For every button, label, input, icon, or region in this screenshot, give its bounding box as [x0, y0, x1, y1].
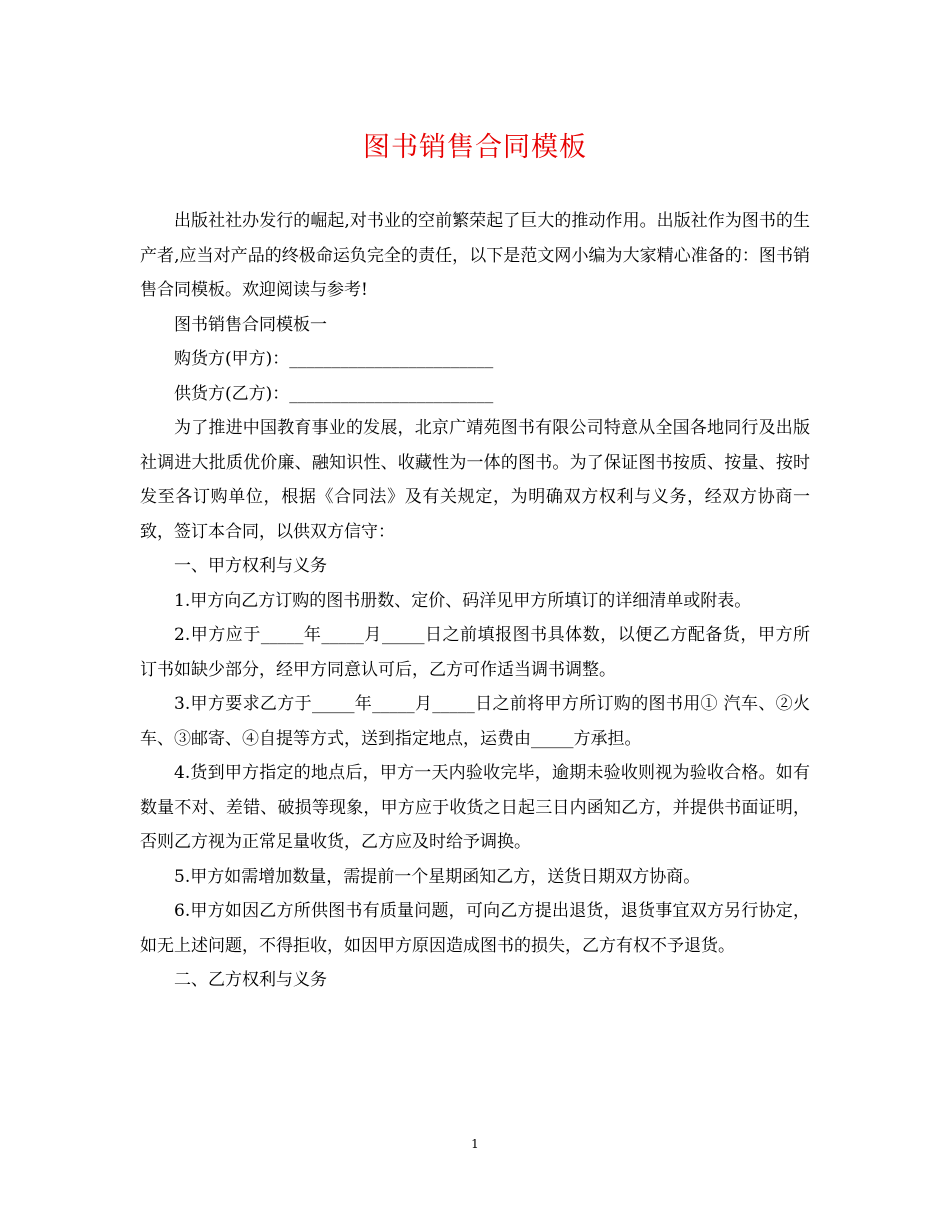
clause-6: 6.甲方如因乙方所供图书有质量问题，可向乙方提出退货，退货事宜双方另行协定，如无上述问题，不得拒收，如因甲方原因造成图书的损失，乙方有权不予退货。 — [140, 901, 810, 956]
paragraph-template-heading: 图书销售合同模板一 — [174, 314, 327, 335]
clause-4: 4.货到甲方指定的地点后，甲方一天内验收完毕，逾期未验收则视为验收合格。如有数量不对、差错、破损等现象，甲方应于收货之日起三日内函知乙方，并提供书面证明，否则乙方视为正常足量收货，乙方应及时给予调换。 — [140, 763, 810, 852]
section-heading-party-b: 二、乙方权利与义务 — [174, 970, 327, 990]
clause-5: 5.甲方如需增加数量，需提前一个星期函知乙方，送货日期双方协商。 — [174, 866, 701, 887]
clause-3: 3.甲方要求乙方于_____年_____月_____日之前将甲方所订购的图书用① 汽车、②火车、③邮寄、④自提等方式，送到指定地点，运费由_____方承担。 — [140, 694, 810, 749]
document-title: 图书销售合同模板 — [363, 132, 587, 163]
clause-1: 1.甲方向乙方订购的图书册数、定价、码洋见甲方所填订的详细清单或附表。 — [174, 590, 752, 611]
paragraph-buyer: 购货方(甲方)：________________________ — [174, 349, 494, 369]
page-number: 1 — [471, 1137, 479, 1151]
document-body — [140, 204, 810, 998]
paragraph-preamble: 为了推进中国教育事业的发展，北京广靖苑图书有限公司特意从全国各地同行及出版社调进大批质优价廉、融知识性、收藏性为一体的图书。为了保证图书按质、按量、按时发至各订购单位，根据《合同法》及有关规定，为明确双方权利与义务，经双方协商一致，签订本合同，以供双方信守： — [140, 418, 810, 542]
paragraph-intro: 出版社社办发行的崛起,对书业的空前繁荣起了巨大的推动作用。出版社作为图书的生产者,应当对产品的终极命运负完全的责任，以下是范文网小编为大家精心准备的：图书销售合同模板。欢迎阅读与参考! — [140, 211, 810, 300]
paragraph-supplier: 供货方(乙方)：________________________ — [174, 383, 494, 404]
clause-2: 2.甲方应于_____年_____月_____日之前填报图书具体数，以便乙方配备货，甲方所订书如缺少部分，经甲方同意认可后，乙方可作适当调书调整。 — [140, 625, 810, 680]
section-heading-party-a: 一、甲方权利与义务 — [174, 556, 327, 576]
